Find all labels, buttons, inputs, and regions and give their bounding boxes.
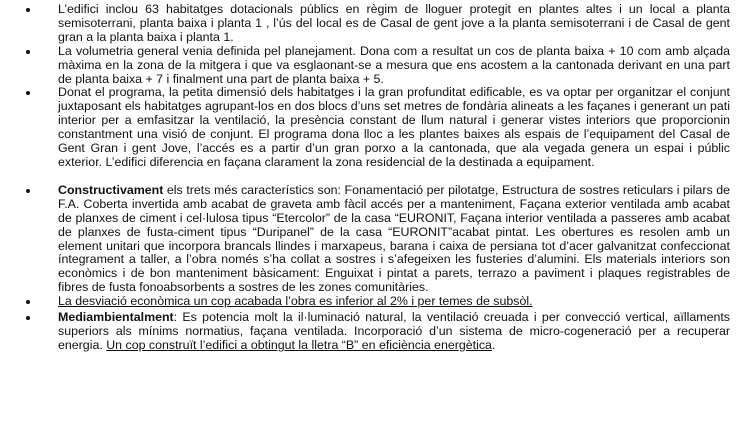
paragraph-text: Donat el programa, la petita dimensió dels habitatges i la gran profunditat edificable, es va optar per organitzar el conjunt juxtaposant els habitatges agrupant-los en dos blocs d’uns set metres de fondària alineats a les façanes i generant un pati interior per a emfasitzar la ventilació, la presència constant de llum natural i generar vistes interiors que proporcionin constantment una visió de conjunt. El programa dona lloc a les plantes baixes als espais de l’equipament del Casal de Gent Gran i gent Jove, l’accés es a partir d’un gran porxo a la cantonada, que ala vegada genera un espai i públic exterior. L’edifici diferencia en façana clarament la zona residencial de la destinada a equipament. bbox=[58, 85, 730, 169]
bullet-dot-icon bbox=[26, 91, 30, 95]
bullet-dot-icon bbox=[26, 50, 30, 54]
paragraph-heading: Constructivament bbox=[58, 182, 164, 197]
list-item-volumetry bbox=[26, 45, 730, 87]
bullet-dot-icon bbox=[26, 316, 30, 320]
list-item-building-program bbox=[26, 3, 730, 45]
paragraph-end: . bbox=[491, 337, 496, 352]
bullet-dot-icon bbox=[26, 300, 30, 304]
paragraph-text: La desviació econòmica un cop acabada l’obra es inferior al 2% i per temes de subsòl. bbox=[58, 294, 533, 309]
paragraph-text: La volumetria general venia definida pel planejament. Dona com a resultat un cos de planta baixa + 10 com amb alçada màxima en la zona de la mitgera i que va esglaonant-se a mesura que ens acostem a la cantonada derivant en una part de planta baixa + 7 i finalment una part de planta baixa + 5. bbox=[58, 43, 730, 86]
bullet-list bbox=[26, 3, 730, 353]
list-item-construction bbox=[26, 184, 730, 295]
energy-rating-text: Un cop construït l’edifici a obtingut la lletra “B” en eficiència energètica bbox=[106, 337, 492, 352]
bullet-dot-icon bbox=[26, 189, 30, 193]
paragraph-heading: Mediambientalment bbox=[58, 310, 174, 325]
list-item-organization bbox=[26, 86, 730, 169]
bullet-dot-icon bbox=[26, 8, 30, 12]
paragraph-text: L’edifici inclou 63 habitatges dotacionals públics en règim de lloguer protegit en plantes altes i un local a planta semisoterrani, planta baixa i planta 1 , l’ús del local es de Casal de gent jove a la planta semisoterrani i de Casal de gent gran a la planta baixa i planta 1. bbox=[58, 2, 730, 44]
paragraph-text: : Es potencia molt la il·luminació natural, la ventilació creuada i per convecció vertical, aïllaments superiors als mínims normatius, façana ventilada. Incorporació d’un sistema de micro-cogeneració per a recuperar energia. bbox=[58, 310, 730, 352]
paragraph-text: els trets més característics son: Fonamentació per pilotatge, Estructura de sostres reticulars i pilars de F.A. Coberta invertida amb acabat de graveta amb fàcil accés per a manteniment, Façana exterior ventilada amb acabat de planxes de ciment i cel·lulosa tipus “Etercolor” de la casa “EURONIT, Façana interior ventilada a passeres amb acabat de planxes de fusta-ciment tipus “Duripanel” de la casa “EURONIT”acabat pintat. Les obertures es resolen amb un element unitari que incorpora brancals llindes i marxapeus, barana i caixa de persiana tot d’acer galvanitzat confeccionat íntegrament a taller, a l’obra només s’ha collat a sostres i s’afegeixen les fusteries d’alumini. Els materials interiors son econòmics i de bon manteniment bàsicament: Enguixat i pintat a parets, terrazo a paviment i plaques registrables de fibres de fusta fonoabsorbents a sostres de les zones comunitàries. bbox=[58, 182, 730, 295]
list-item-environment bbox=[26, 311, 730, 353]
list-item-economic-deviation bbox=[26, 295, 730, 309]
